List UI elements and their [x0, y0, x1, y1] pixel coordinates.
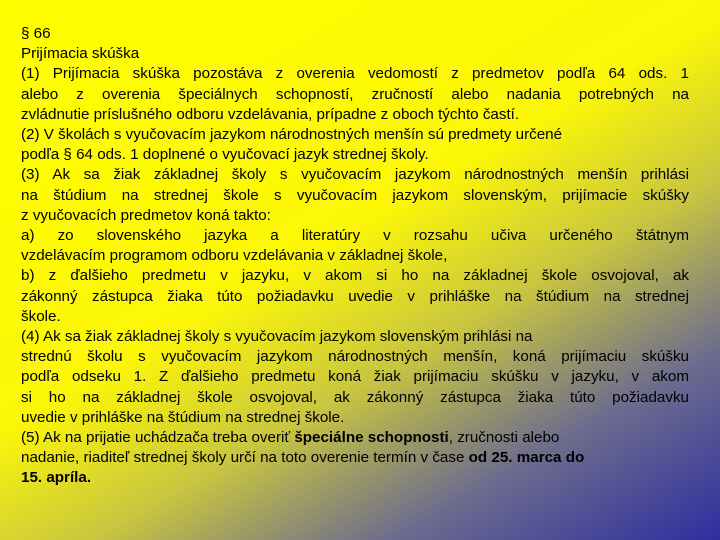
p1-line-2: alebo z overenia špeciálnych schopností, zručností alebo nadania potrebných na [21, 85, 689, 103]
p3b-line-3: škole. [21, 307, 61, 325]
p5-bold-special-abilities: špeciálne schopnosti [294, 429, 449, 447]
p3-line-1: (3) Ak sa žiak základnej školy s vyučovacím jazykom národnostných menšín prihlási [21, 166, 689, 184]
p5-text-2a: nadanie, riaditeľ strednej školy určí na toto overenie termín v čase [21, 449, 469, 467]
p3b-line-1: b) z ďalšieho predmetu v jazyku, v akom si ho na základnej škole osvojoval, ak [21, 267, 689, 285]
p1-line-3: zvládnutie príslušného odboru vzdelávania, prípadne z oboch týchto častí. [21, 105, 520, 123]
p4-line-4: si ho na základnej škole osvojoval, ak zákonný zástupca žiaka túto požiadavku [21, 388, 689, 406]
p2-line-2: podľa § 64 ods. 1 doplnené o vyučovací jazyk strednej školy. [21, 146, 429, 164]
p5-bold-date-start: od 25. marca do [468, 449, 585, 467]
p4-line-1: (4) Ak sa žiak základnej školy s vyučovacím jazykom slovenským prihlási na [21, 328, 533, 346]
p4-line-2: strednú školu s vyučovacím jazykom národnostných menšín, koná prijímaciu skúšku [21, 348, 689, 366]
p5-line-2 [21, 448, 689, 468]
p4-line-5: uvedie v prihláške na štúdium na strednej škole. [21, 408, 345, 426]
section-number: § 66 [21, 25, 51, 42]
p2-line-1: (2) V školách s vyučovacím jazykom národnostných menšín sú predmety určené [21, 126, 563, 144]
law-text-block [21, 24, 689, 489]
p5-text-1c: , zručnosti alebo [448, 429, 560, 447]
p1-line-1: (1) Prijímacia skúška pozostáva z overenia vedomostí z predmetov podľa 64 ods. 1 [21, 65, 689, 83]
p5-period: . [86, 469, 92, 487]
p3-line-3: z vyučovacích predmetov koná takto: [21, 206, 271, 224]
p5-text-1a: (5) Ak na prijatie uchádzača treba overiť [21, 429, 295, 447]
p5-line-1 [21, 428, 689, 448]
p3a-line-1: a) zo slovenského jazyka a literatúry v rozsahu učiva určeného štátnym [21, 227, 689, 245]
p5-line-3 [21, 468, 689, 488]
p3a-line-2: vzdelávacím programom odboru vzdelávania v základnej škole, [21, 247, 448, 265]
p4-line-3: podľa odseku 1. Z ďalšieho predmetu koná žiak prijímaciu skúšku v jazyku, v akom [21, 368, 689, 386]
section-title: Prijímacia skúška [21, 45, 140, 63]
p3b-line-2: zákonný zástupca žiaka túto požiadavku uvedie v prihláške na štúdium na strednej [21, 287, 689, 305]
p5-bold-date-end: 15. apríla [21, 469, 87, 487]
p3-line-2: na štúdium na strednej škole s vyučovacím jazykom slovenským, prijímacie skúšky [21, 186, 689, 204]
